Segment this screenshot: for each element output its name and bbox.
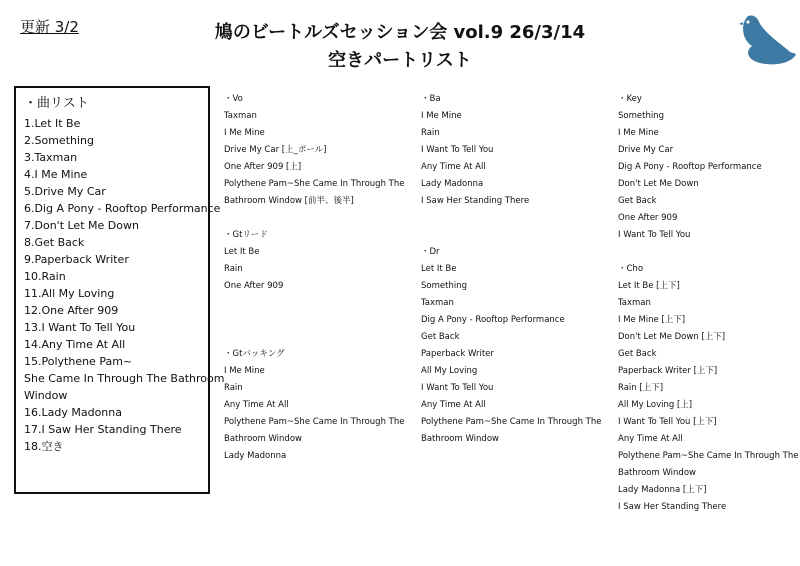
dr-item: Get Back bbox=[421, 332, 460, 342]
key-item: Don't Let Me Down bbox=[618, 179, 699, 189]
gt-lead-heading: ・Gtリード bbox=[224, 230, 268, 240]
cho-item: Paperback Writer [上下] bbox=[618, 366, 718, 376]
song-list-item: 10.Rain bbox=[24, 270, 66, 283]
song-list-item: 15.Polythene Pam~ bbox=[24, 355, 133, 368]
dr-item: All My Loving bbox=[421, 366, 478, 376]
song-list-box bbox=[14, 86, 225, 494]
gt-backing-item: Any Time At All bbox=[224, 400, 289, 410]
cho-item: Get Back bbox=[618, 349, 657, 359]
dove-logo-icon bbox=[738, 10, 798, 70]
vo-item: Drive My Car [上_ポール] bbox=[224, 145, 327, 155]
song-list-item: 18.空き bbox=[24, 440, 64, 453]
song-list-item: 6.Dig A Pony - Rooftop Performance bbox=[24, 202, 221, 215]
song-list-item: 13.I Want To Tell You bbox=[24, 321, 136, 334]
ba-item: I Saw Her Standing There bbox=[421, 196, 530, 206]
dr-item: Any Time At All bbox=[421, 400, 486, 410]
gt-backing-item: Polythene Pam~She Came In Through The bbox=[224, 417, 405, 427]
cho-item: Lady Madonna [上下] bbox=[618, 485, 707, 495]
cho-heading: ・Cho bbox=[618, 264, 644, 274]
song-list-item: 1.Let It Be bbox=[24, 117, 81, 130]
ba-item: Any Time At All bbox=[421, 162, 486, 172]
cho-item: Let It Be [上下] bbox=[618, 281, 680, 291]
gt-lead-item: Rain bbox=[224, 264, 243, 274]
ba-dr-section bbox=[421, 91, 601, 448]
song-list-item: Window bbox=[24, 389, 68, 402]
update-date: 更新 3/2 bbox=[20, 18, 79, 36]
dr-item: Let It Be bbox=[421, 264, 457, 274]
song-list-item: 4.I Me Mine bbox=[24, 168, 88, 181]
dr-item: Dig A Pony - Rooftop Performance bbox=[421, 315, 565, 325]
key-item: Something bbox=[618, 111, 664, 121]
dr-item: Bathroom Window bbox=[421, 434, 499, 444]
dr-item: I Want To Tell You bbox=[421, 383, 494, 393]
song-list-item: 9.Paperback Writer bbox=[24, 253, 129, 266]
key-item: One After 909 bbox=[618, 213, 678, 223]
song-list bbox=[22, 115, 225, 455]
gt-backing-item: Rain bbox=[224, 383, 243, 393]
dr-item: Paperback Writer bbox=[421, 349, 494, 359]
vo-section bbox=[224, 91, 404, 465]
key-cho-section bbox=[618, 91, 798, 516]
gt-lead-item: One After 909 bbox=[224, 281, 284, 291]
key-item: I Me Mine bbox=[618, 128, 659, 138]
gt-backing-heading: ・Gtバッキング bbox=[224, 349, 285, 359]
ba-item: I Want To Tell You bbox=[421, 145, 494, 155]
vo-item: Polythene Pam~She Came In Through The bbox=[224, 179, 405, 189]
ba-item: Lady Madonna bbox=[421, 179, 484, 189]
dr-item: Something bbox=[421, 281, 467, 291]
cho-item: Don't Let Me Down [上下] bbox=[618, 332, 726, 342]
dr-item: Polythene Pam~She Came In Through The bbox=[421, 417, 602, 427]
page-subtitle: 空きパートリスト bbox=[328, 50, 472, 71]
cho-item: Rain [上下] bbox=[618, 383, 664, 393]
gt-lead-item: Let It Be bbox=[224, 247, 260, 257]
vo-item: One After 909 [上] bbox=[224, 162, 302, 172]
cho-item: I Saw Her Standing There bbox=[618, 502, 727, 512]
song-list-item: 17.I Saw Her Standing There bbox=[24, 423, 182, 436]
key-item: I Want To Tell You bbox=[618, 230, 691, 240]
cho-item: I Me Mine [上下] bbox=[618, 315, 686, 325]
cho-item: Any Time At All bbox=[618, 434, 683, 444]
song-list-heading: ・曲リスト bbox=[24, 96, 89, 111]
vo-item: I Me Mine bbox=[224, 128, 265, 138]
gt-backing-item: I Me Mine bbox=[224, 366, 265, 376]
key-heading: ・Key bbox=[618, 94, 642, 104]
song-list-item: 3.Taxman bbox=[24, 151, 78, 164]
key-item: Get Back bbox=[618, 196, 657, 206]
gt-backing-item: Bathroom Window bbox=[224, 434, 302, 444]
song-list-item: She Came In Through The Bathroom bbox=[24, 372, 225, 385]
song-list-item: 12.One After 909 bbox=[24, 304, 119, 317]
key-item: Dig A Pony - Rooftop Performance bbox=[618, 162, 762, 172]
song-list-item: 11.All My Loving bbox=[24, 287, 115, 300]
cho-item: Bathroom Window bbox=[618, 468, 696, 478]
song-list-item: 14.Any Time At All bbox=[24, 338, 126, 351]
ba-heading: ・Ba bbox=[421, 94, 441, 104]
vo-item: Bathroom Window [前半、後半] bbox=[224, 196, 354, 206]
song-list-item: 5.Drive My Car bbox=[24, 185, 106, 198]
dr-item: Taxman bbox=[421, 298, 454, 308]
dr-heading: ・Dr bbox=[421, 247, 440, 257]
song-list-item: 8.Get Back bbox=[24, 236, 85, 249]
key-item: Drive My Car bbox=[618, 145, 674, 155]
page-title: 鳩のビートルズセッション会 vol.9 26/3/14 bbox=[214, 22, 586, 43]
cho-item: All My Loving [上] bbox=[618, 400, 693, 410]
cho-item: Polythene Pam~She Came In Through The bbox=[618, 451, 799, 461]
song-list-item: 2.Something bbox=[24, 134, 94, 147]
ba-item: Rain bbox=[421, 128, 440, 138]
vo-item: Taxman bbox=[224, 111, 257, 121]
ba-item: I Me Mine bbox=[421, 111, 462, 121]
cho-item: Taxman bbox=[618, 298, 651, 308]
song-list-item: 7.Don't Let Me Down bbox=[24, 219, 139, 232]
song-list-item: 16.Lady Madonna bbox=[24, 406, 122, 419]
vo-heading: ・Vo bbox=[224, 94, 243, 104]
gt-backing-item: Lady Madonna bbox=[224, 451, 287, 461]
cho-item: I Want To Tell You [上下] bbox=[618, 417, 717, 427]
